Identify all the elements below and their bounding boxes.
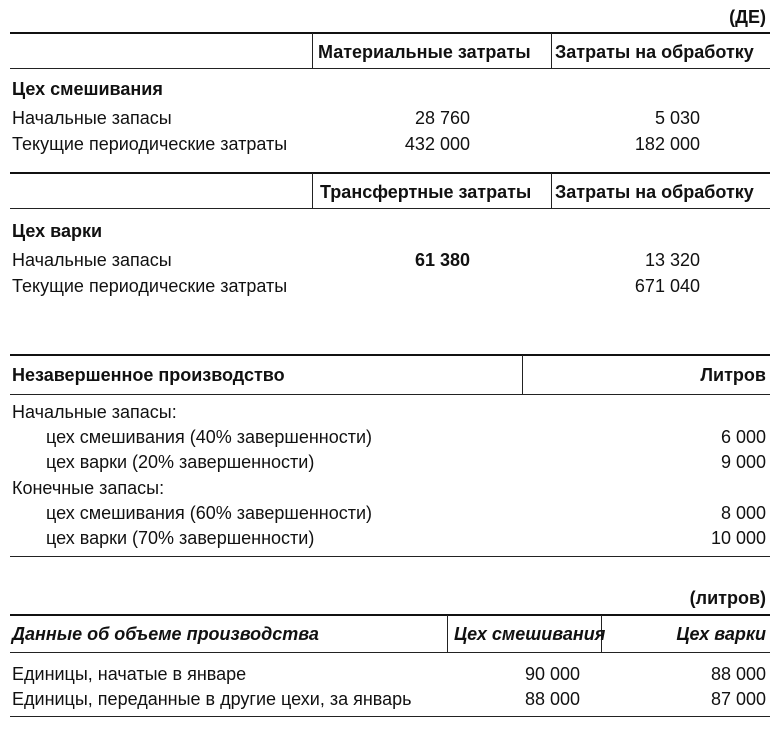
row-label: Единицы, переданные в другие цехи, за январь [12, 689, 412, 709]
divider [10, 172, 770, 174]
column-header-transfer: Трансфертные затраты [320, 182, 532, 202]
row-value: 90 000 [524, 664, 580, 684]
divider [10, 652, 770, 653]
wip-header: Незавершенное производство [12, 365, 285, 385]
section-title: Цех смешивания [12, 79, 163, 99]
section-title: Цех варки [12, 221, 103, 241]
divider [551, 33, 552, 68]
divider [10, 354, 770, 356]
volume-header: Данные об объеме производства [12, 624, 319, 644]
row-label: цех смешивания (40% завершенности) [46, 427, 373, 447]
row-label: Конечные запасы: [12, 478, 165, 498]
divider [10, 394, 770, 395]
row-value: 88 000 [524, 689, 580, 709]
row-label: Текущие периодические затраты [12, 134, 288, 154]
divider [10, 716, 770, 717]
divider [10, 614, 770, 616]
row-label: цех варки (70% завершенности) [46, 528, 315, 548]
row-value: 182 000 [634, 134, 700, 154]
row-label: Начальные запасы [12, 108, 172, 128]
column-header-processing: Затраты на обработку [555, 182, 754, 202]
row-value: 9 000 [720, 452, 766, 472]
divider [10, 208, 770, 209]
row-value: 61 380 [414, 250, 470, 270]
row-label: Текущие периодические затраты [12, 276, 288, 296]
divider [312, 173, 313, 208]
row-value: 6 000 [720, 427, 766, 447]
volume-header-brewing: Цех варки [676, 624, 766, 644]
divider [10, 556, 770, 557]
row-value: 671 040 [634, 276, 700, 296]
divider [312, 33, 313, 68]
row-label: Начальные запасы [12, 250, 172, 270]
row-label: Единицы, начатые в январе [12, 664, 247, 684]
row-value: 87 000 [710, 689, 766, 709]
row-value: 432 000 [404, 134, 470, 154]
divider [551, 173, 552, 208]
column-header-materials: Материальные затраты [318, 42, 531, 62]
wip-unit-header: Литров [700, 365, 766, 385]
column-header-processing: Затраты на обработку [555, 42, 754, 62]
row-label: Начальные запасы: [12, 402, 177, 422]
row-value: 88 000 [710, 664, 766, 684]
row-value: 8 000 [720, 503, 766, 523]
divider [447, 615, 448, 652]
divider [522, 355, 523, 394]
row-value: 28 760 [414, 108, 470, 128]
row-value: 10 000 [710, 528, 766, 548]
row-value: 5 030 [654, 108, 700, 128]
row-label: цех смешивания (60% завершенности) [46, 503, 373, 523]
row-value: 13 320 [644, 250, 700, 270]
divider [10, 68, 770, 69]
unit-label: (ДЕ) [729, 7, 766, 27]
divider [10, 32, 770, 34]
volume-header-mixing: Цех смешивания [454, 624, 606, 644]
row-label: цех варки (20% завершенности) [46, 452, 315, 472]
volume-unit-label: (литров) [689, 588, 766, 608]
